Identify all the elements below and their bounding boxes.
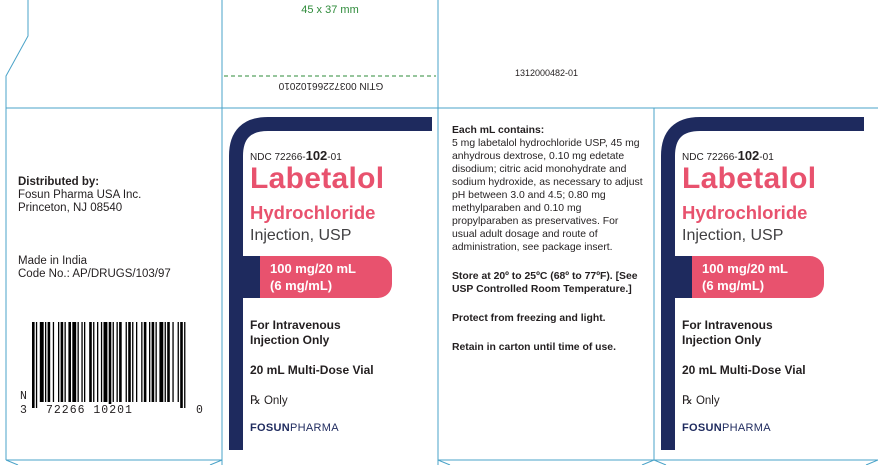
distributed-by-label: Distributed by: xyxy=(18,176,100,188)
barcode-bar xyxy=(93,322,94,402)
composition-heading: Each mL contains: xyxy=(452,125,545,136)
barcode-bar xyxy=(180,322,183,408)
drug-name: Labetalol xyxy=(250,162,385,195)
barcode-bar xyxy=(128,322,131,402)
gtin-label: GTIN 00372266102010 xyxy=(278,80,384,91)
barcode-bar xyxy=(81,322,82,402)
ndc-number: NDC 72266-102-01 xyxy=(682,148,774,163)
vial-size: 20 mL Multi-Dose Vial xyxy=(250,363,374,377)
barcode-bar xyxy=(167,322,170,402)
barcode-bar xyxy=(97,322,98,402)
barcode-bar xyxy=(72,322,76,402)
barcode-bar xyxy=(104,322,108,402)
barcode-digit-n: N xyxy=(20,390,27,403)
ndc-number: NDC 72266-102-01 xyxy=(250,148,342,163)
storage-text: Store at 20º to 25ºC (68º to 77ºF). [See USP Controlled Room Temperature.] xyxy=(452,271,638,295)
barcode-bar xyxy=(136,322,137,402)
dosage-form: Injection, USP xyxy=(682,227,784,244)
distributor-company: Fosun Pharma USA Inc. xyxy=(18,189,142,201)
drug-name: Labetalol xyxy=(682,162,817,195)
barcode-bar xyxy=(45,322,46,402)
made-in-label: Made in India xyxy=(18,255,88,267)
barcode-bar xyxy=(165,322,166,402)
rx-only: ℞ Only xyxy=(682,393,720,407)
protect-text: Protect from freezing and light. xyxy=(452,313,606,324)
barcode-bar xyxy=(159,322,163,402)
barcode-bar xyxy=(58,322,59,402)
drug-salt: Hydrochloride xyxy=(250,202,376,223)
barcode-bar xyxy=(132,322,133,402)
barcode-bar xyxy=(78,322,79,402)
barcode-bar xyxy=(119,322,122,402)
drug-salt: Hydrochloride xyxy=(682,202,808,223)
barcode-digits: 72266 10201 xyxy=(46,404,133,417)
barcode-bar xyxy=(40,322,44,402)
dosage-form: Injection, USP xyxy=(250,227,352,244)
front-label-panel xyxy=(222,110,432,450)
barcode-bar xyxy=(141,322,142,402)
barcode-bar xyxy=(101,322,102,402)
composition-text: 5 mg labetalol hydrochloride USP, 45 mg anhydrous dextrose, 0.10 mg edetate disodium; citric acid monohydrate and sodium hydroxide, as necessary to adjust pH between 3.0 and 4.5; 0.80 mg methylparaben and 0.10 mg propylparaben as preservatives. For usual adult dosage and route of administration, see package insert. xyxy=(452,138,643,253)
barcode-bar xyxy=(84,322,85,402)
vial-size: 20 mL Multi-Dose Vial xyxy=(682,363,806,377)
rx-only: ℞ Only xyxy=(250,393,288,407)
barcode-bar xyxy=(184,322,185,408)
barcode-bar xyxy=(61,322,64,402)
strength-badge: 100 mg/20 mL (6 mg/mL) xyxy=(260,256,392,298)
barcode-bar xyxy=(144,322,147,402)
barcode-bar xyxy=(149,322,150,402)
barcode xyxy=(20,322,203,417)
barcode-bar xyxy=(36,322,37,408)
barcode-bar xyxy=(152,322,155,402)
route-of-administration: For Intravenous Injection Only xyxy=(682,318,773,347)
code-number: Code No.: AP/DRUGS/103/97 xyxy=(18,268,171,280)
carton-code: 1312000482-01 xyxy=(514,68,579,78)
dimensions-label: 45 x 37 mm xyxy=(301,4,359,16)
fosun-pharma-logo: FOSUNPHARMA xyxy=(682,422,771,434)
back-label-panel xyxy=(654,110,864,450)
distributor-block xyxy=(18,176,218,215)
rx-icon: ℞ xyxy=(250,393,261,407)
barcode-bar xyxy=(53,322,54,402)
barcode-bar xyxy=(172,322,173,402)
barcode-bar xyxy=(156,322,157,402)
barcode-bar xyxy=(109,322,112,408)
barcode-bar xyxy=(178,322,179,402)
route-of-administration: For Intravenous Injection Only xyxy=(250,318,341,347)
barcode-digit-last: 0 xyxy=(196,404,203,417)
barcode-bar xyxy=(113,322,114,402)
origin-block xyxy=(18,255,218,281)
barcode-digit-first: 3 xyxy=(20,404,27,417)
barcode-bar xyxy=(117,322,118,402)
barcode-bar xyxy=(126,322,127,402)
composition-panel xyxy=(452,124,644,354)
barcode-bar xyxy=(32,322,35,408)
distributor-city: Princeton, NJ 08540 xyxy=(18,202,123,214)
barcode-bar xyxy=(65,322,66,402)
retain-text: Retain in carton until time of use. xyxy=(452,342,616,353)
rx-icon: ℞ xyxy=(682,393,693,407)
strength-badge: 100 mg/20 mL (6 mg/mL) xyxy=(692,256,824,298)
barcode-bars xyxy=(30,322,190,412)
barcode-bar xyxy=(48,322,51,402)
barcode-bar xyxy=(89,322,92,402)
barcode-bar xyxy=(68,322,71,402)
fosun-pharma-logo: FOSUNPHARMA xyxy=(250,422,339,434)
